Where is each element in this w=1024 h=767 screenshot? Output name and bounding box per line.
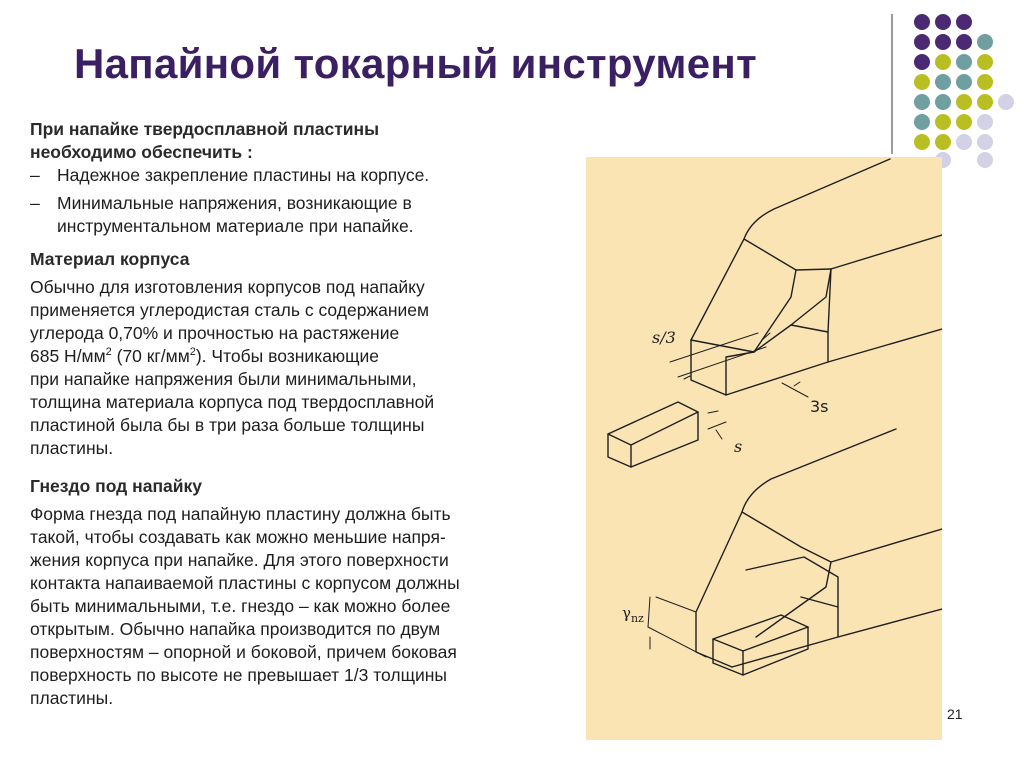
strength-superscript: 2 [189, 346, 196, 359]
bullet-item [30, 192, 586, 238]
bullet-dash: – [30, 165, 40, 185]
bullet-line: Минимальные напряжения, возникающие в [57, 193, 412, 213]
dot-lavender-1 [998, 94, 1014, 110]
dot-lavender-3 [956, 134, 972, 150]
dot-purple-3 [956, 14, 972, 30]
dot-olive-6 [977, 94, 993, 110]
dot-teal-3 [935, 74, 951, 90]
slide-body-text [30, 118, 586, 710]
seat-line: поверхность по высоте не превышает 1/3 толщины [30, 665, 447, 685]
material-paragraph [30, 276, 586, 460]
dot-olive-7 [935, 114, 951, 130]
material-heading: Материал корпуса [30, 249, 190, 269]
intro-heading [30, 118, 586, 164]
bullet-dash: – [30, 193, 40, 213]
material-line: углерода 0,70% и прочностью на растяжение [30, 323, 400, 343]
material-line: пластины. [30, 438, 114, 458]
seat-heading: Гнездо под напайку [30, 476, 203, 496]
dot-purple-4 [914, 34, 930, 50]
bullet-item [30, 164, 586, 187]
brazed-tool-illustration [586, 157, 942, 740]
bullet-text [57, 164, 429, 187]
bullet-line: Надежное закрепление пластины на корпусе. [57, 165, 430, 185]
dot-teal-2 [956, 54, 972, 70]
bullet-line: инструментальном материале при напайке. [57, 216, 414, 236]
dot-olive-3 [914, 74, 930, 90]
bullet-text [57, 192, 414, 238]
dot-purple-5 [935, 34, 951, 50]
lower-dimension-lines [648, 597, 706, 657]
label-3s: 3s [810, 397, 829, 416]
lower-insert [713, 615, 808, 675]
upper-insert [608, 402, 698, 467]
intro-heading-line: При напайке твердосплавной пластины [30, 119, 380, 139]
dot-olive-5 [956, 94, 972, 110]
dot-teal-4 [956, 74, 972, 90]
intro-heading-line: необходимо обеспечить : [30, 142, 253, 162]
seat-paragraph [30, 503, 586, 710]
dot-teal-6 [935, 94, 951, 110]
title-divider [891, 14, 893, 154]
dot-lavender-4 [977, 134, 993, 150]
strength-text: ). Чтобы возникающие [195, 346, 379, 366]
label-s: s [734, 437, 743, 456]
material-line: Обычно для изготовления корпусов под напайку [30, 277, 425, 297]
dot-purple-2 [935, 14, 951, 30]
seat-line: жения корпуса при напайке. Для этого поверхности [30, 550, 449, 570]
dot-purple-6 [956, 34, 972, 50]
dot-teal-7 [914, 114, 930, 130]
label-s-third: s/3 [652, 328, 676, 347]
strength-text: (70 кг/мм [111, 346, 190, 366]
seat-line: открытым. Обычно напайка производится по двум [30, 619, 441, 639]
tool-drawing [586, 157, 942, 740]
dot-olive-8 [956, 114, 972, 130]
material-line: при напайке напряжения были минимальными, [30, 369, 417, 389]
seat-line: Форма гнезда под напайную пластину должна быть [30, 504, 451, 524]
material-line: применяется углеродистая сталь с содержанием [30, 300, 430, 320]
material-line: пластиной была бы в три раза больше толщины [30, 415, 425, 435]
dot-olive-2 [977, 54, 993, 70]
page-number: 21 [947, 706, 963, 722]
gamma-symbol: γ [622, 604, 631, 622]
strength-superscript: 2 [105, 346, 112, 359]
gamma-subscript: nz [630, 612, 644, 625]
seat-line: такой, чтобы создавать как можно меньшие напря- [30, 527, 446, 547]
label-gamma [622, 604, 644, 625]
strength-text: 685 Н/мм [30, 346, 106, 366]
dot-olive-9 [914, 134, 930, 150]
dot-olive-1 [935, 54, 951, 70]
seat-line: быть минимальными, т.е. гнездо – как можно более [30, 596, 451, 616]
seat-line: поверхностям – опорной и боковой, причем боковая [30, 642, 457, 662]
dot-purple-1 [914, 14, 930, 30]
dot-teal-1 [977, 34, 993, 50]
seat-line: пластины. [30, 688, 114, 708]
dot-lavender-2 [977, 114, 993, 130]
decorative-dot-grid [908, 12, 1012, 168]
dot-teal-5 [914, 94, 930, 110]
material-strength-line [30, 345, 586, 368]
dot-purple-7 [914, 54, 930, 70]
dot-olive-4 [977, 74, 993, 90]
seat-line: контакта напаиваемой пластины с корпусом должны [30, 573, 460, 593]
material-line: толщина материала корпуса под твердосплавной [30, 392, 435, 412]
dot-olive-10 [935, 134, 951, 150]
dot-lavender-6 [977, 152, 993, 168]
slide-title: Напайной токарный инструмент [74, 40, 757, 87]
